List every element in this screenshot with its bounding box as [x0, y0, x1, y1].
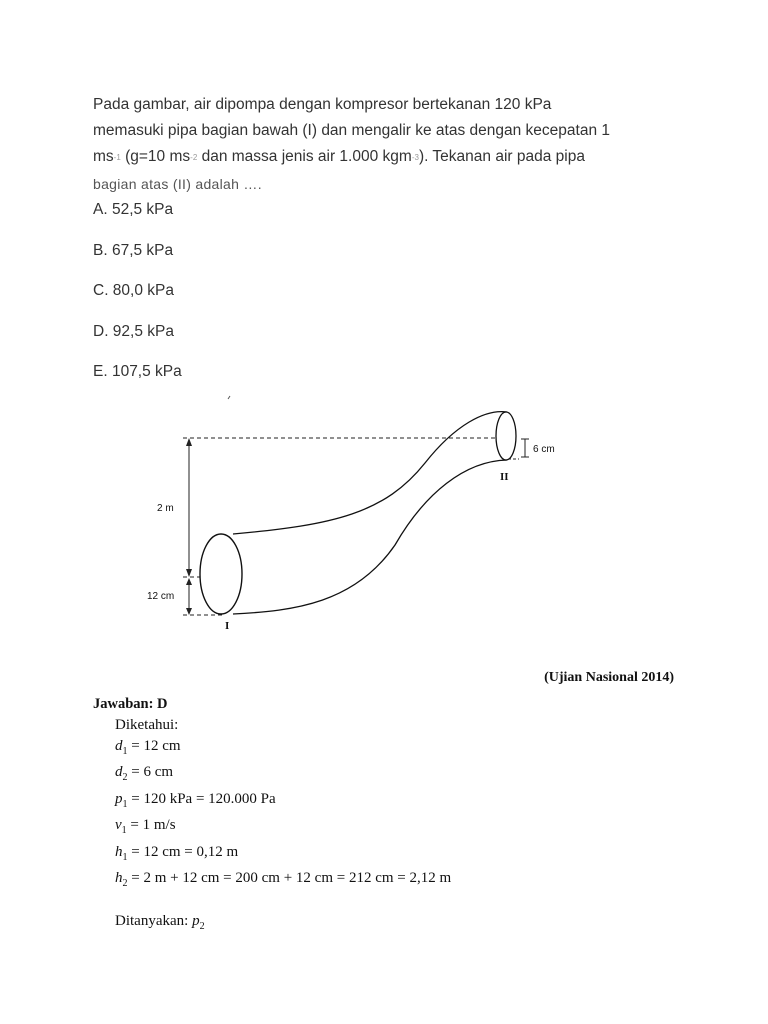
- arrow-head-up: [186, 578, 192, 585]
- pipe-diagram: [145, 395, 575, 635]
- option-d: D. 92,5 kPa: [93, 322, 174, 340]
- source-citation: (Ujian Nasional 2014): [544, 670, 674, 685]
- option-a: A. 52,5 kPa: [93, 201, 174, 218]
- subscript: 2: [199, 920, 205, 932]
- question-line-3-c: dan massa jenis air 1.000 kgm: [197, 148, 412, 165]
- question-line-3-a: ms: [93, 148, 114, 165]
- value: = 1 m/s: [126, 817, 176, 833]
- variable: p: [192, 912, 200, 929]
- value: = 12 cm: [127, 737, 181, 754]
- subscript: 1: [122, 851, 128, 863]
- question-line-3-b: (g=10 ms: [120, 148, 191, 165]
- given-d2: [115, 762, 451, 789]
- variable: d: [115, 764, 123, 780]
- stray-mark: [228, 396, 230, 399]
- question-text: [93, 92, 693, 197]
- known-heading: Diketahui:: [115, 717, 179, 733]
- subscript: 1: [122, 745, 128, 757]
- value: = 120 kPa = 120.000 Pa: [127, 790, 276, 807]
- answer-label: Jawaban: D: [93, 696, 168, 712]
- pipe1-opening: [200, 534, 242, 614]
- subscript: 2: [122, 772, 128, 783]
- d2-label: 6 cm: [533, 444, 555, 455]
- pipe-lower-wall: [233, 460, 507, 614]
- subscript: 2: [122, 878, 128, 889]
- value: = 12 cm = 0,12 m: [127, 843, 239, 860]
- option-c: C. 80,0 kPa: [93, 282, 174, 299]
- given-p1: [115, 789, 451, 816]
- variable: v: [115, 817, 122, 833]
- arrow-head-down: [186, 569, 192, 577]
- option-e: E. 107,5 kPa: [93, 363, 182, 380]
- given-h2: [115, 868, 451, 895]
- solution-block: [115, 715, 451, 937]
- given-d1: [115, 736, 451, 763]
- question-line-3: [93, 144, 693, 171]
- pipe2-opening: [496, 412, 516, 460]
- subscript: 1: [121, 825, 127, 836]
- pipe-upper-wall: [233, 412, 507, 534]
- answer-options: [93, 197, 182, 400]
- value: = 2 m + 12 cm = 200 cm + 12 cm = 212 cm = 2,12 m: [127, 870, 452, 886]
- subscript: 1: [122, 798, 128, 810]
- variable: h: [115, 843, 123, 860]
- pipe-diagram-svg: [145, 395, 575, 635]
- pipe1-label: I: [225, 620, 230, 632]
- superscript: -1: [113, 153, 121, 162]
- superscript: -2: [190, 153, 198, 162]
- option-b: B. 67,5 kPa: [93, 241, 174, 259]
- variable: p: [115, 790, 123, 807]
- question-line-4: bagian atas (II) adalah ….: [93, 176, 262, 192]
- spacer: [115, 895, 451, 911]
- d1-label: 12 cm: [147, 591, 175, 602]
- value: = 6 cm: [127, 764, 174, 780]
- given-v1: [115, 815, 451, 842]
- asked-heading: Ditanyakan:: [115, 912, 193, 929]
- question-line-3-d: ). Tekanan air pada pipa: [418, 148, 585, 165]
- given-h1: [115, 842, 451, 869]
- asked-line: [115, 911, 451, 938]
- variable: d: [115, 737, 123, 754]
- height-label: 2 m: [157, 503, 174, 514]
- variable: h: [115, 870, 123, 886]
- arrow-head-up: [186, 438, 192, 446]
- superscript: -3: [411, 153, 419, 162]
- question-line-1: Pada gambar, air dipompa dengan kompresor bertekanan 120 kPa: [93, 96, 552, 113]
- pipe2-label: II: [500, 471, 509, 483]
- arrow-head-down: [186, 608, 192, 615]
- question-line-2: memasuki pipa bagian bawah (I) dan mengalir ke atas dengan kecepatan 1: [93, 122, 610, 139]
